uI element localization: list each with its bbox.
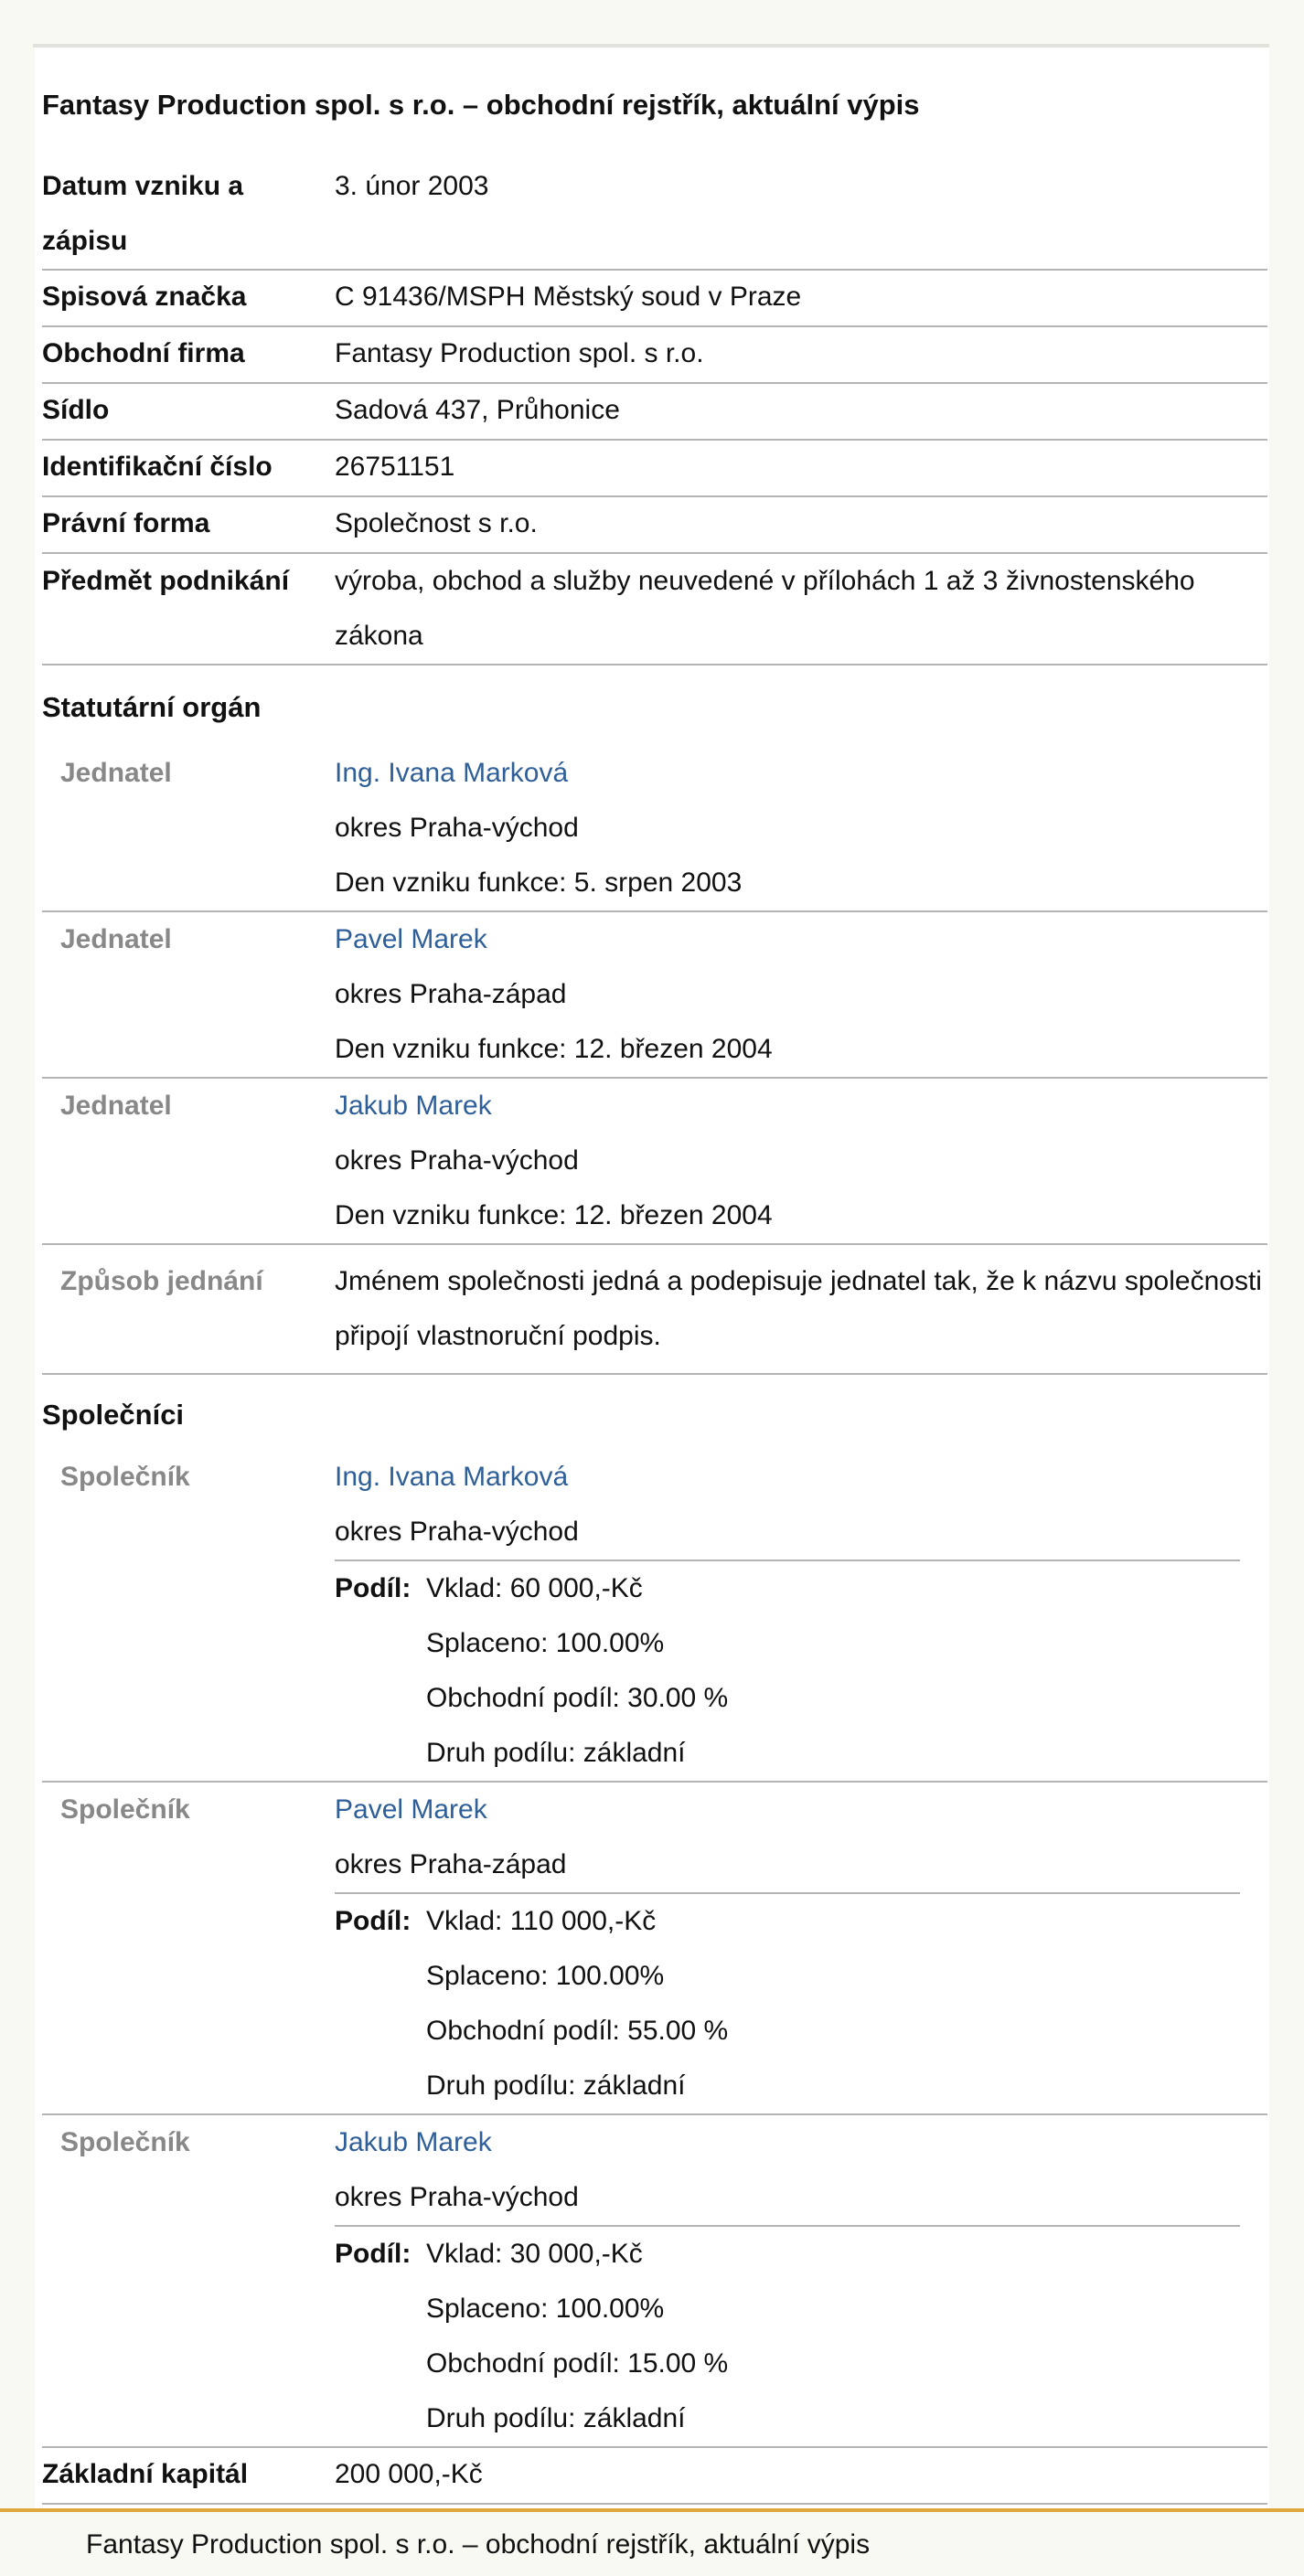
row-datum	[42, 159, 1267, 271]
spolecnik-okres: okres Praha-západ	[335, 1849, 567, 1879]
statutar-okres: okres Praha-západ	[335, 979, 567, 1009]
obchodni-podil: Obchodní podíl: 30.00 %	[426, 1683, 729, 1713]
statutar-vznik: Den vzniku funkce: 5. srpen 2003	[335, 868, 743, 898]
zpusob-label: Způsob jednání	[60, 1266, 263, 1296]
spolecnici-heading: Společníci	[42, 1399, 185, 1431]
datum-value: 3. únor 2003	[335, 171, 489, 201]
row-kapital	[42, 2448, 1267, 2505]
firma-value: Fantasy Production spol. s r.o.	[335, 338, 704, 368]
podil-block	[335, 1559, 1240, 1781]
forma-value: Společnost s r.o.	[335, 508, 538, 538]
spolecnik-row	[42, 2115, 1267, 2448]
druh-podilu: Druh podílu: základní	[426, 2403, 686, 2433]
podil-label: Podíl:	[335, 1573, 412, 1603]
splaceno: Splaceno: 100.00%	[426, 1628, 665, 1658]
statutar-name-link[interactable]: Jakub Marek	[335, 1091, 492, 1121]
podil-block	[335, 1892, 1240, 2113]
kapital-value: 200 000,-Kč	[335, 2459, 483, 2489]
spis-label: Spisová značka	[42, 282, 247, 312]
statutar-role: Jednatel	[60, 758, 172, 788]
splaceno: Splaceno: 100.00%	[426, 2294, 665, 2324]
predmet-label: Předmět podnikání	[42, 566, 290, 596]
statutar-okres: okres Praha-východ	[335, 1145, 579, 1176]
splaceno: Splaceno: 100.00%	[426, 1961, 665, 1991]
ico-value: 26751151	[335, 452, 455, 482]
spolecnik-role: Společník	[60, 1462, 190, 1492]
spolecnik-role: Společník	[60, 2127, 190, 2157]
row-sidlo	[42, 384, 1267, 441]
row-forma	[42, 497, 1267, 554]
vklad: Vklad: 30 000,-Kč	[426, 2239, 643, 2269]
statutar-vznik: Den vzniku funkce: 12. březen 2004	[335, 1200, 773, 1230]
row-spis	[42, 271, 1267, 327]
statutar-name-link[interactable]: Pavel Marek	[335, 924, 487, 954]
statutar-row	[42, 912, 1267, 1079]
page-title: Fantasy Production spol. s r.o. – obchodní rejstřík, aktuální výpis	[42, 89, 920, 121]
podil-label: Podíl:	[335, 2239, 412, 2269]
datum-label: Datum vzniku a zápisu	[42, 171, 244, 256]
statutar-name-link[interactable]: Ing. Ivana Marková	[335, 758, 569, 788]
zpusob-value: Jménem společnosti jedná a podepisuje jednatel tak, že k názvu společnosti připojí vlastnoruční podpis.	[335, 1266, 1262, 1351]
spolecnik-role: Společník	[60, 1794, 190, 1825]
statutar-role: Jednatel	[60, 1091, 172, 1121]
spolecnik-name-link[interactable]: Jakub Marek	[335, 2127, 492, 2157]
sidlo-label: Sídlo	[42, 395, 110, 425]
spolecnik-okres: okres Praha-východ	[335, 2182, 579, 2212]
podil-label: Podíl:	[335, 1906, 412, 1936]
firma-label: Obchodní firma	[42, 338, 245, 368]
spolecnik-row	[42, 1450, 1267, 1783]
spolecnik-okres: okres Praha-východ	[335, 1517, 579, 1547]
sidlo-value: Sadová 437, Průhonice	[335, 395, 620, 425]
footer-text: Fantasy Production spol. s r.o. – obchodní rejstřík, aktuální výpis	[86, 2529, 871, 2560]
statutar-row	[42, 746, 1267, 912]
statutar-vznik: Den vzniku funkce: 12. březen 2004	[335, 1034, 773, 1064]
zpusob-row	[42, 1245, 1267, 1375]
row-ico	[42, 441, 1267, 497]
ico-label: Identifikační číslo	[42, 452, 273, 482]
vklad: Vklad: 60 000,-Kč	[426, 1573, 643, 1603]
spolecnik-name-link[interactable]: Ing. Ivana Marková	[335, 1462, 569, 1492]
statutar-row	[42, 1079, 1267, 1245]
predmet-value: výroba, obchod a služby neuvedené v přílohách 1 až 3 živnostenského zákona	[335, 566, 1195, 651]
statutar-okres: okres Praha-východ	[335, 813, 579, 843]
spis-value: C 91436/MSPH Městský soud v Praze	[335, 282, 802, 312]
vklad: Vklad: 110 000,-Kč	[426, 1906, 657, 1936]
podil-block	[335, 2225, 1240, 2446]
spolecnik-name-link[interactable]: Pavel Marek	[335, 1794, 487, 1825]
obchodni-podil: Obchodní podíl: 15.00 %	[426, 2348, 729, 2379]
obchodni-podil: Obchodní podíl: 55.00 %	[426, 2016, 729, 2046]
forma-label: Právní forma	[42, 508, 210, 538]
druh-podilu: Druh podílu: základní	[426, 1738, 686, 1768]
register-card	[35, 48, 1269, 2508]
row-predmet	[42, 554, 1267, 665]
kapital-label: Základní kapitál	[42, 2459, 249, 2489]
statutarni-heading: Statutární orgán	[42, 691, 262, 723]
spolecnik-row	[42, 1783, 1267, 2115]
druh-podilu: Druh podílu: základní	[426, 2070, 686, 2101]
row-firma	[42, 327, 1267, 384]
footer-divider	[0, 2508, 1304, 2512]
statutar-role: Jednatel	[60, 924, 172, 954]
